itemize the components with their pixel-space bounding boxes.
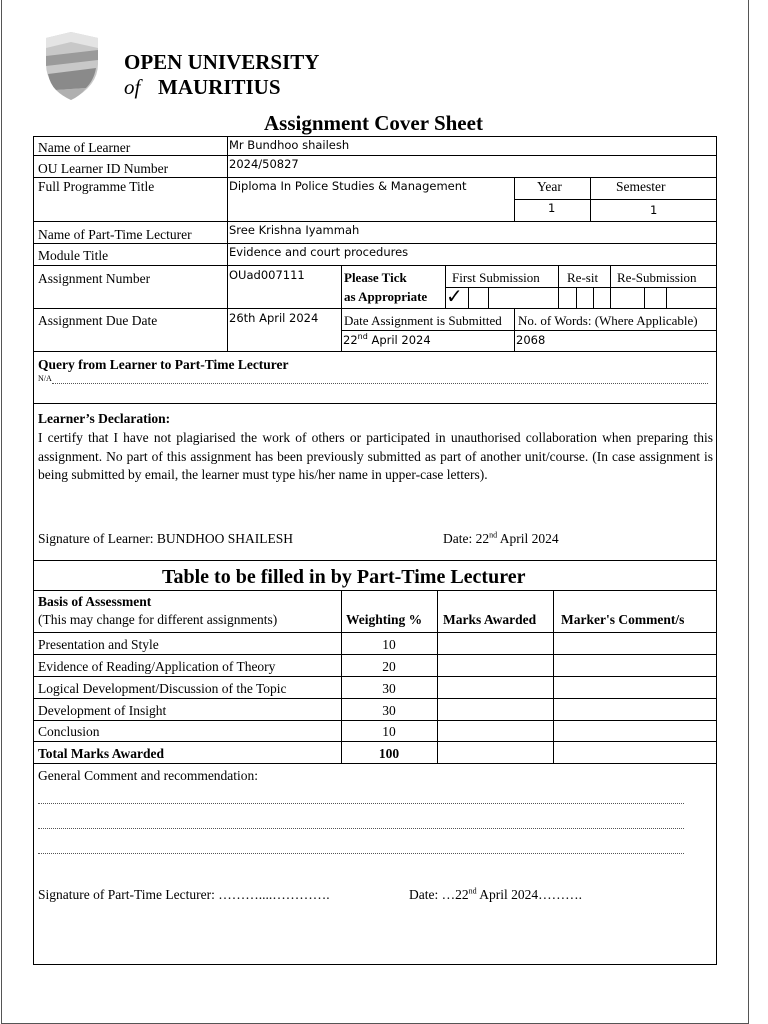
row-divider bbox=[33, 155, 717, 156]
semester-value: 1 bbox=[650, 203, 658, 217]
tick-label-line1: Please Tick bbox=[344, 270, 407, 285]
due-date-value: 26th April 2024 bbox=[229, 311, 319, 325]
lecturer-value: Sree Krishna Iyammah bbox=[229, 223, 360, 237]
row-divider bbox=[33, 654, 717, 655]
basis-header: Basis of Assessment bbox=[38, 594, 152, 609]
criterion-weight: 10 bbox=[382, 724, 396, 739]
university-name-line1: OPEN UNIVERSITY bbox=[124, 50, 320, 74]
tick-label-line2: as Appropriate bbox=[344, 289, 428, 304]
first-submission-tick-icon[interactable]: ✓ bbox=[446, 286, 463, 308]
name-value: Mr Bundhoo shailesh bbox=[229, 138, 350, 152]
table-border-bottom bbox=[33, 964, 717, 965]
col-divider bbox=[437, 590, 438, 763]
learner-id-value: 2024/50827 bbox=[229, 157, 299, 171]
tick-box-divider bbox=[468, 287, 469, 308]
name-label: Name of Learner bbox=[38, 140, 131, 155]
query-value: N/A bbox=[38, 374, 52, 383]
marks-header: Marks Awarded bbox=[443, 612, 537, 627]
total-marks-value: 100 bbox=[378, 746, 400, 761]
basis-subheader: (This may change for different assignments) bbox=[38, 612, 278, 627]
module-label: Module Title bbox=[38, 248, 109, 263]
university-name-line2: MAURITIUS bbox=[158, 75, 281, 99]
row-divider bbox=[33, 676, 717, 677]
row-divider bbox=[33, 560, 717, 561]
comment-dotted-line[interactable] bbox=[38, 853, 684, 854]
general-comment-label: General Comment and recommendation: bbox=[38, 768, 259, 783]
col-divider bbox=[553, 590, 554, 763]
col-divider bbox=[514, 308, 515, 351]
comment-dotted-line[interactable] bbox=[38, 828, 684, 829]
total-marks-label: Total Marks Awarded bbox=[38, 746, 165, 761]
lecturer-table-title: Table to be filled in by Part-Time Lecturer bbox=[162, 566, 526, 588]
row-divider bbox=[33, 308, 717, 309]
word-count-value: 2068 bbox=[516, 333, 546, 347]
row-divider bbox=[33, 632, 717, 633]
lecturer-signature-label: Signature of Part-Time Lecturer: ………....…………. bbox=[38, 887, 330, 902]
col-divider bbox=[514, 177, 515, 221]
criterion-label: Logical Development/Discussion of the Topic bbox=[38, 681, 287, 696]
tick-box-divider bbox=[666, 287, 667, 308]
row-divider bbox=[514, 199, 717, 200]
tick-box-divider bbox=[593, 287, 594, 308]
criterion-label: Evidence of Reading/Application of Theory bbox=[38, 659, 276, 674]
submitted-date-label: Date Assignment is Submitted bbox=[344, 313, 502, 328]
comment-dotted-line[interactable] bbox=[38, 803, 684, 804]
tick-box-divider bbox=[644, 287, 645, 308]
learner-signature-label: Signature of Learner: BUNDHOO SHAILESH bbox=[38, 531, 293, 546]
learner-date: Date: 22nd April 2024 bbox=[443, 530, 559, 546]
declaration-text: I certify that I have not plagiarised the work of others or participated in unauthorised collaboration when preparing this assignment. No part of this assignment has been previously submitted as part of another unit/course. (In case assignment is being submitted by email, the learner must type his/her name in upper-case letters). bbox=[38, 430, 713, 482]
criterion-label: Conclusion bbox=[38, 724, 100, 739]
module-value: Evidence and court procedures bbox=[229, 245, 409, 259]
row-divider bbox=[33, 590, 717, 591]
programme-value: Diploma In Police Studies & Management bbox=[229, 179, 467, 193]
row-divider bbox=[33, 698, 717, 699]
query-label: Query from Learner to Part-Time Lecturer bbox=[38, 357, 289, 372]
col-divider bbox=[227, 136, 228, 351]
lecturer-date: Date: …22nd April 2024………. bbox=[409, 886, 583, 902]
resubmission-label: Re-Submission bbox=[617, 270, 697, 285]
semester-label: Semester bbox=[616, 179, 666, 194]
row-divider bbox=[33, 221, 717, 222]
col-divider bbox=[590, 177, 591, 221]
declaration-heading: Learner’s Declaration: bbox=[38, 411, 171, 426]
query-dotted-line bbox=[52, 383, 708, 384]
criterion-label: Development of Insight bbox=[38, 703, 167, 718]
assignment-number-value: OUad007111 bbox=[229, 268, 305, 282]
tick-box-divider bbox=[576, 287, 577, 308]
resit-label: Re-sit bbox=[567, 270, 599, 285]
col-divider bbox=[558, 265, 559, 308]
page-title: Assignment Cover Sheet bbox=[264, 111, 483, 135]
due-date-label: Assignment Due Date bbox=[38, 313, 158, 328]
university-shield-logo bbox=[40, 30, 102, 102]
col-divider bbox=[341, 265, 342, 351]
criterion-weight: 20 bbox=[382, 659, 396, 674]
row-divider bbox=[33, 403, 717, 404]
criterion-weight: 30 bbox=[382, 681, 396, 696]
learner-id-label: OU Learner ID Number bbox=[38, 161, 169, 176]
row-divider bbox=[33, 265, 717, 266]
lecturer-label: Name of Part-Time Lecturer bbox=[38, 227, 192, 242]
weighting-header: Weighting % bbox=[346, 612, 423, 627]
criterion-weight: 30 bbox=[382, 703, 396, 718]
tick-box-divider bbox=[488, 287, 489, 308]
row-divider bbox=[341, 330, 717, 331]
university-name-of: of bbox=[124, 75, 141, 99]
row-divider bbox=[33, 741, 717, 742]
row-divider bbox=[33, 351, 717, 352]
table-border-top bbox=[33, 136, 717, 137]
row-divider bbox=[33, 720, 717, 721]
year-label: Year bbox=[537, 179, 562, 194]
criterion-weight: 10 bbox=[382, 637, 396, 652]
submitted-date-value: 22nd April 2024 bbox=[343, 332, 431, 347]
row-divider bbox=[445, 287, 717, 288]
table-border-left bbox=[33, 136, 34, 964]
col-divider bbox=[610, 265, 611, 308]
word-count-label: No. of Words: (Where Applicable) bbox=[518, 313, 698, 328]
programme-label: Full Programme Title bbox=[38, 179, 155, 194]
table-border-right bbox=[716, 136, 717, 964]
comment-header: Marker's Comment/s bbox=[561, 612, 685, 627]
first-submission-label: First Submission bbox=[452, 270, 540, 285]
criterion-label: Presentation and Style bbox=[38, 637, 159, 652]
row-divider bbox=[33, 763, 717, 764]
assignment-number-label: Assignment Number bbox=[38, 271, 151, 286]
year-value: 1 bbox=[548, 201, 556, 215]
